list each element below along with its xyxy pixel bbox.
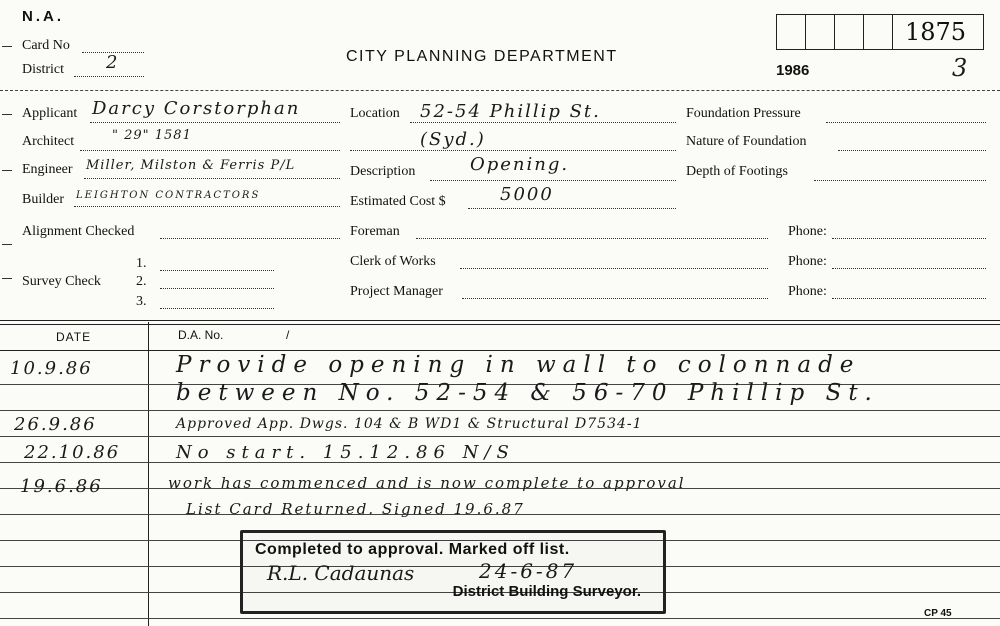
approval-stamp	[240, 530, 666, 614]
details-top-rule	[0, 90, 1000, 91]
margin-tick	[2, 278, 12, 279]
card-no-label	[22, 38, 70, 54]
log-top-rule-2	[0, 324, 1000, 325]
margin-tick	[2, 170, 12, 171]
nature-label: Nature of Foundation	[686, 134, 807, 149]
clerk-label: Clerk of Works	[350, 254, 436, 269]
district-label: District	[22, 62, 64, 77]
card-number-box-4	[863, 14, 892, 50]
department-title: CITY PLANNING DEPARTMENT	[346, 48, 618, 65]
survey-line-3	[160, 308, 274, 309]
foundation-pressure-line	[826, 122, 986, 123]
survey-label: Survey Check	[22, 274, 101, 289]
stamp-date: 24-6-87	[479, 559, 578, 583]
description-label: Description	[350, 164, 416, 179]
clerk-line	[460, 268, 768, 269]
log-entry-text-3: Approved App. Dwgs. 104 & B WD1 & Structural D7534-1	[176, 416, 643, 432]
district-line	[74, 76, 144, 77]
builder-line	[74, 206, 340, 207]
foundation-pressure-label: Foundation Pressure	[686, 106, 801, 121]
date-header: DATE	[56, 330, 92, 344]
alignment-line	[160, 238, 340, 239]
card-number-box-3	[834, 14, 863, 50]
survey-num-1: 1.	[136, 256, 147, 271]
project-manager-label: Project Manager	[350, 284, 443, 299]
foreman-label: Foreman	[350, 224, 400, 239]
log-row-rule	[0, 410, 1000, 411]
log-column-divider	[148, 322, 149, 626]
survey-line-2	[160, 288, 274, 289]
stamp-line-3: District Building Surveyor.	[452, 583, 641, 600]
phone-label-foreman: Phone:	[788, 224, 827, 239]
stamp-signature: R.L. Cadaunas	[267, 561, 415, 585]
corner-note: N.A.	[22, 8, 64, 25]
engineer-label: Engineer	[22, 162, 73, 177]
engineer-value: Miller, Milston & Ferris P/L	[86, 158, 296, 173]
log-entry-date-5: 19.6.86	[20, 476, 103, 497]
builder-value: LEIGHTON CONTRACTORS	[76, 190, 261, 201]
survey-num-3: 3.	[136, 294, 147, 309]
architect-value: " 29" 1581	[112, 128, 192, 143]
card-number-box-2	[805, 14, 834, 50]
log-row-rule	[0, 436, 1000, 437]
card-suffix: 3	[952, 54, 968, 82]
survey-line-1	[160, 270, 274, 271]
margin-tick	[2, 114, 12, 115]
applicant-line	[90, 122, 340, 123]
foreman-line	[416, 238, 768, 239]
applicant-label: Applicant	[22, 106, 78, 121]
architect-line	[80, 150, 340, 151]
architect-label: Architect	[22, 134, 75, 149]
card-no-label-text: Card No	[22, 38, 70, 53]
form-code: CP 45	[924, 608, 952, 619]
cost-value: 5000	[500, 184, 554, 205]
alignment-label: Alignment Checked	[22, 224, 135, 239]
stamp-line-1: Completed to approval. Marked off list.	[255, 541, 570, 558]
phone-line-pm	[832, 298, 986, 299]
location-value: 52-54 Phillip St. (Syd.)	[420, 101, 601, 150]
engineer-line	[84, 178, 340, 179]
margin-tick	[2, 46, 12, 47]
depth-line	[814, 180, 986, 181]
district-value: 2	[106, 52, 120, 73]
builder-label: Builder	[22, 192, 64, 207]
description-value: Opening.	[470, 154, 570, 175]
project-manager-line	[462, 298, 768, 299]
cost-line	[468, 208, 676, 209]
nature-line	[838, 150, 986, 151]
log-entry-date-3: 26.9.86	[14, 414, 97, 435]
year: 1986	[776, 62, 810, 79]
log-entry-text-4: No start. 15.12.86 N/S	[176, 442, 515, 463]
card-number-box-1	[776, 14, 805, 50]
da-value: /	[286, 328, 290, 342]
description-line	[430, 180, 676, 181]
phone-line-clerk	[832, 268, 986, 269]
log-entry-text-6: List Card Returned. Signed 19.6.87	[186, 500, 525, 518]
location-label: Location	[350, 106, 400, 121]
phone-label-clerk: Phone:	[788, 254, 827, 269]
phone-label-pm: Phone:	[788, 284, 827, 299]
survey-num-2: 2.	[136, 274, 147, 289]
phone-line-foreman	[832, 238, 986, 239]
applicant-value: Darcy Corstorphan	[92, 98, 301, 119]
log-entry-text-1: Provide opening in wall to colonnade	[176, 352, 861, 378]
log-entry-text-2: between No. 52-54 & 56-70 Phillip St.	[176, 380, 879, 406]
log-row-rule	[0, 618, 1000, 619]
log-header-rule	[0, 350, 1000, 351]
cost-label: Estimated Cost $	[350, 194, 446, 209]
card-number: 1875	[905, 18, 967, 46]
depth-label: Depth of Footings	[686, 164, 788, 179]
log-top-rule	[0, 320, 1000, 321]
log-entry-date-1: 10.9.86	[10, 358, 93, 379]
margin-tick	[2, 244, 12, 245]
log-entry-text-5: work has commenced and is now complete to approval	[168, 474, 686, 492]
da-header: D.A. No.	[178, 328, 224, 342]
log-entry-date-4: 22.10.86	[24, 442, 121, 463]
